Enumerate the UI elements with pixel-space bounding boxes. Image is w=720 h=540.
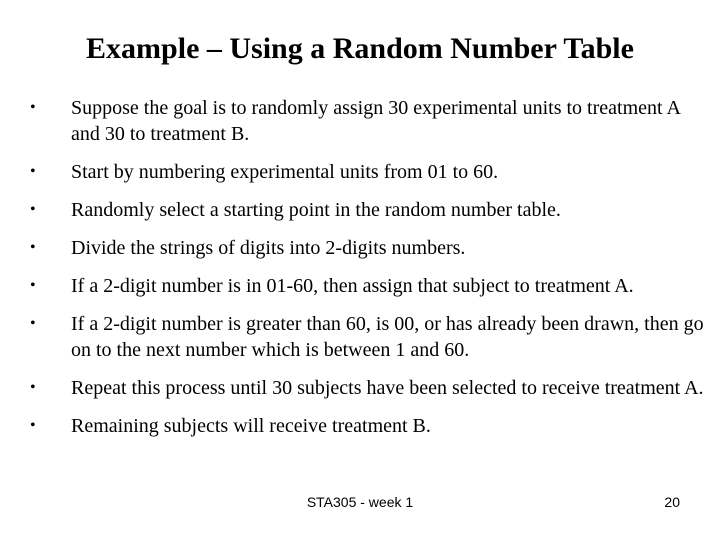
bullet-text: Remaining subjects will receive treatment B. — [71, 415, 431, 437]
footer-course-label: STA305 - week 1 — [306, 494, 414, 510]
bullet-text: Randomly select a starting point in the random number table. — [71, 199, 561, 221]
bullet-item — [30, 273, 710, 299]
bullet-icon: • — [30, 277, 36, 294]
bullet-icon: • — [30, 201, 36, 218]
bullet-item — [30, 95, 710, 147]
bullet-icon: • — [30, 315, 36, 332]
bullet-text: Divide the strings of digits into 2-digits numbers. — [71, 237, 466, 259]
bullet-list — [30, 95, 710, 451]
bullet-text: If a 2-digit number is in 01-60, then assign that subject to treatment A. — [71, 275, 634, 297]
bullet-text: If a 2-digit number is greater than 60, is 00, or has already been drawn, then go on to the next number which is between 1 and 60. — [71, 313, 704, 361]
bullet-item — [30, 413, 710, 439]
bullet-icon: • — [30, 379, 36, 396]
page-number: 20 — [664, 494, 680, 510]
bullet-item — [30, 235, 710, 261]
bullet-icon: • — [30, 99, 36, 116]
bullet-icon: • — [30, 239, 36, 256]
bullet-text: Suppose the goal is to randomly assign 30 experimental units to treatment A and 30 to treatment B. — [71, 97, 680, 145]
bullet-item — [30, 159, 710, 185]
bullet-item — [30, 311, 710, 363]
slide-title: Example – Using a Random Number Table — [86, 32, 634, 65]
bullet-text: Repeat this process until 30 subjects have been selected to receive treatment A. — [71, 377, 704, 399]
bullet-icon: • — [30, 417, 36, 434]
bullet-item — [30, 197, 710, 223]
bullet-text: Start by numbering experimental units from 01 to 60. — [71, 161, 499, 183]
bullet-icon: • — [30, 163, 36, 180]
bullet-item — [30, 375, 710, 401]
